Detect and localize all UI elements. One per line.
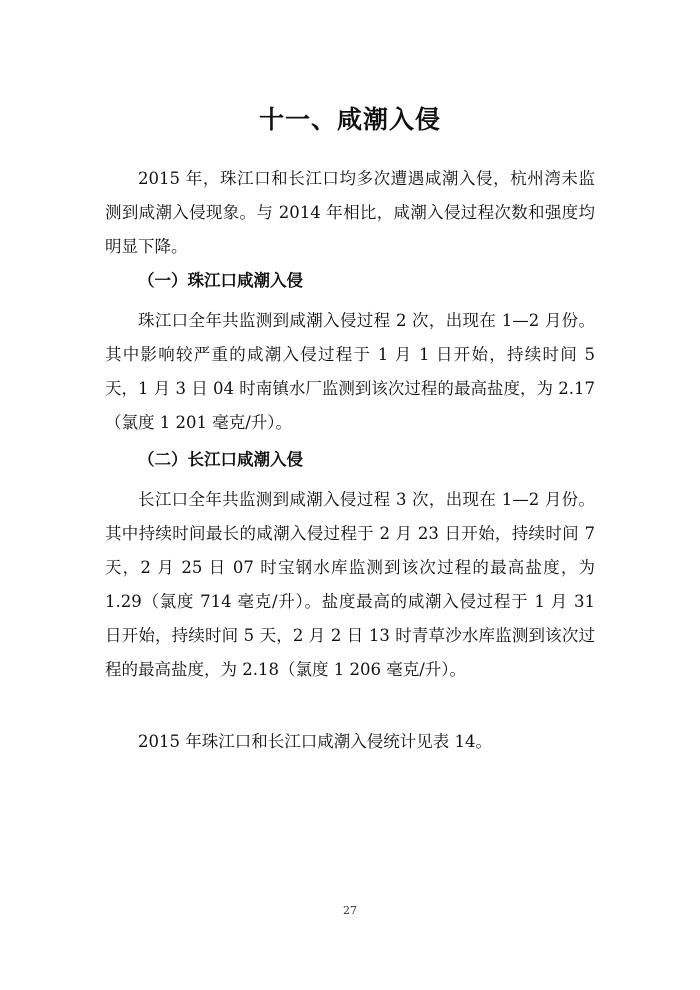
closing-paragraph: 2015 年珠江口和长江口咸潮入侵统计见表 14。 — [138, 732, 492, 751]
section-heading-yangtze-river: （二）长江口咸潮入侵 — [138, 450, 303, 469]
section-heading-pearl-river: （一）珠江口咸潮入侵 — [138, 271, 303, 290]
section-paragraph-yangtze-river: 长江口全年共监测到咸潮入侵过程 3 次，出现在 1—2 月份。其中持续时间最长的咸潮入侵过程于 2 月 23 日开始，持续时间 7 天，2 月 25 日 07 时宝钢水库监测到该次过程的最高盐度，为 1.29（氯度 714 毫克/升）。盐度最高的咸潮入侵过程于 1 月 31 日开始，持续时间 5 天，2 月 2 日 13 时青草沙水库监测到该次过程的最高盐度，为 2.18（氯度 1 206 毫克/升）。 — [105, 490, 595, 679]
section-paragraph-pearl-river: 珠江口全年共监测到咸潮入侵过程 2 次，出现在 1—2 月份。其中影响较严重的咸潮入侵过程于 1 月 1 日开始，持续时间 5 天，1 月 3 日 04 时南镇水厂监测到该次过程的最高盐度，为 2.17（氯度 1 201 毫克/升）。 — [105, 311, 595, 432]
intro-paragraph: 2015 年，珠江口和长江口均多次遭遇咸潮入侵，杭州湾未监测到咸潮入侵现象。与 2014 年相比，咸潮入侵过程次数和强度均明显下降。 — [105, 169, 595, 256]
page-number: 27 — [343, 904, 357, 917]
page-title: 十一、咸潮入侵 — [258, 105, 441, 134]
